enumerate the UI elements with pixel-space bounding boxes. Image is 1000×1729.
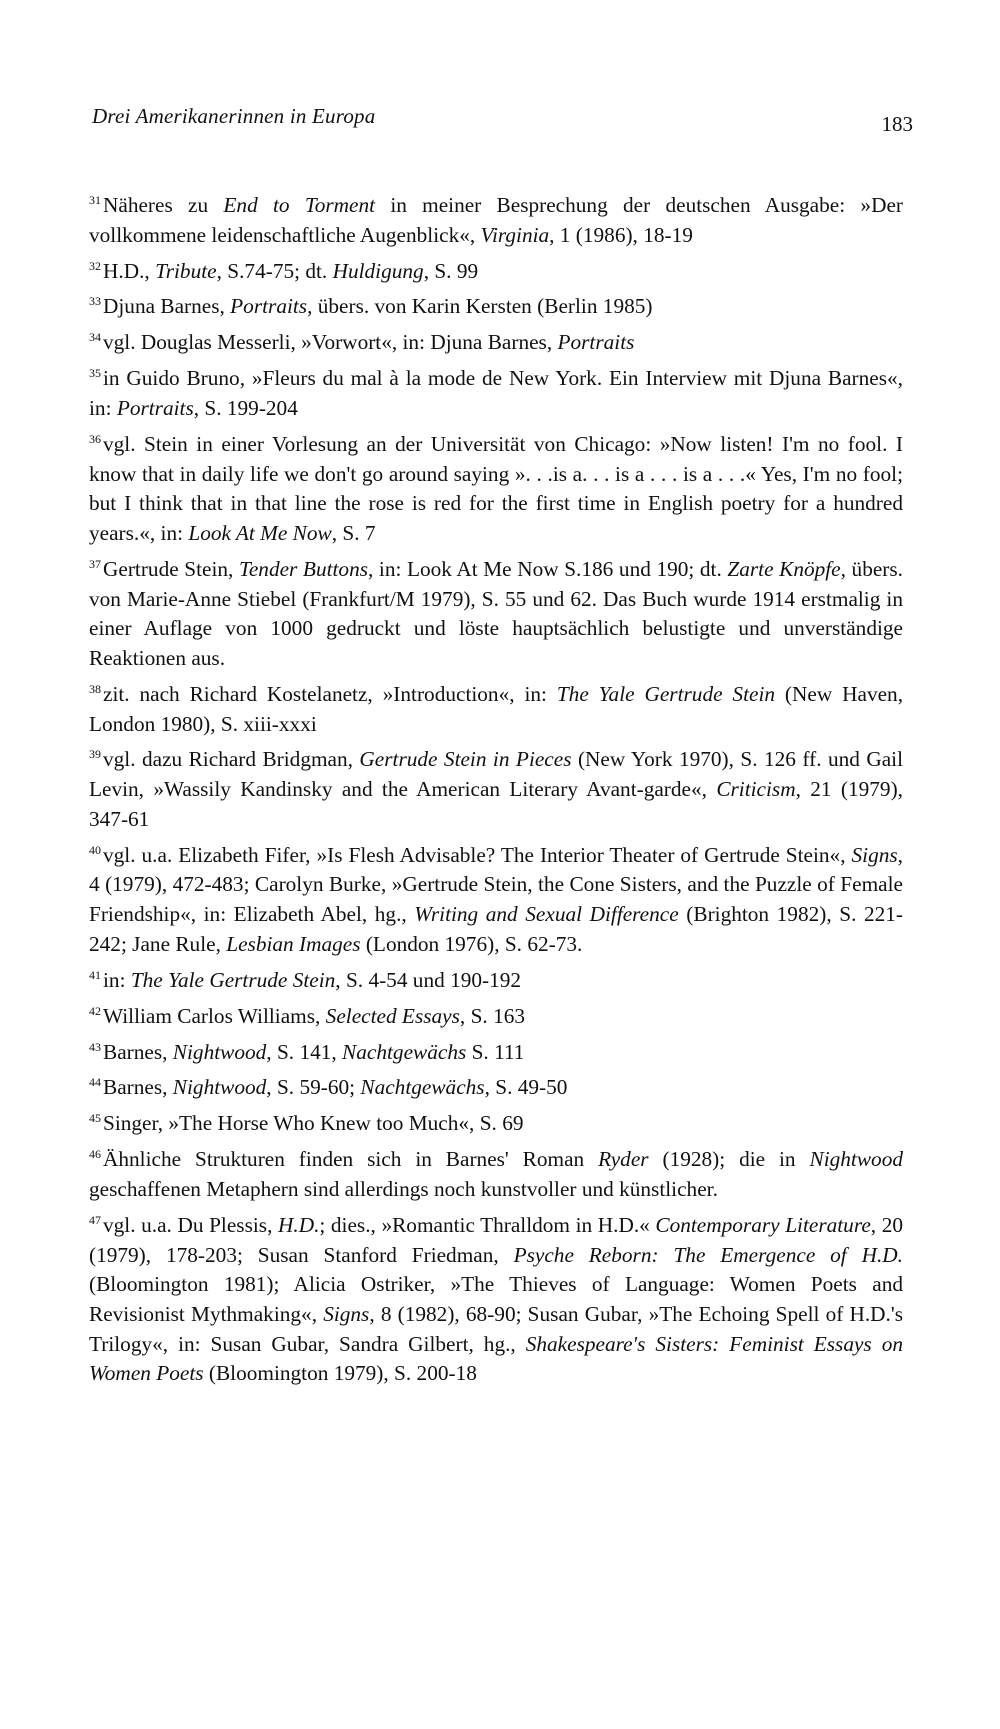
footnote-title: Portraits bbox=[557, 330, 635, 355]
footnote-text: ; dies., »Romantic Thralldom in H.D.« bbox=[319, 1212, 656, 1237]
footnote-title: Portraits bbox=[230, 294, 308, 319]
footnote-title: Look At Me Now bbox=[188, 520, 332, 545]
footnote-text: , S. 4-54 und 190-192 bbox=[335, 967, 522, 992]
footnote-title: Zarte Knöpfe bbox=[727, 556, 841, 581]
footnote-text: , S. 59-60; bbox=[266, 1075, 361, 1100]
footnote-text: Näheres zu bbox=[103, 193, 224, 217]
footnote-text: (Brighton 1982), S. 221-242; Jane Rule, bbox=[89, 902, 903, 956]
footnote bbox=[89, 550, 903, 674]
footnote-text: vgl. u.a. Du Plessis, bbox=[103, 1212, 278, 1237]
footnote-text: in: bbox=[103, 967, 131, 992]
footnote-title: End to Torment bbox=[223, 193, 376, 217]
footnote bbox=[89, 252, 903, 287]
footnote-title: H.D. bbox=[277, 1212, 320, 1237]
footnote-number: 46 bbox=[89, 1147, 101, 1162]
footnote-title: Nightwood bbox=[172, 1075, 267, 1100]
footnote-text: , 20 (1979), 178-203; Susan Stanford Friedman, bbox=[89, 1212, 904, 1267]
footnote-number: 35 bbox=[89, 366, 101, 381]
footnote-text: in Guido Bruno, »Fleurs du mal à la mode de New York. Ein Interview mit Djuna Barnes«, in: bbox=[89, 366, 903, 420]
footnote bbox=[89, 186, 903, 250]
footnote-text: in meiner Besprechung der deutschen Ausgabe: »Der vollkommene leidenschaftliche Augenblick«, bbox=[89, 193, 903, 247]
footnote bbox=[89, 323, 903, 358]
footnote-text: (Bloomington 1981); Alicia Ostriker, »The Thieves of Language: Women Poets and Revisionist Mythmaking«, bbox=[89, 1272, 903, 1326]
footnote-text: (Bloomington 1979), S. 200-18 bbox=[203, 1361, 477, 1386]
footnote-title: Contemporary Literature bbox=[655, 1212, 871, 1237]
footnote-title: Portraits bbox=[116, 395, 194, 420]
footnote-text: (1928); die in bbox=[648, 1147, 810, 1172]
footnote-text: (New York 1970), S. 126 ff. und Gail Levin, »Wassily Kandinsky and the American Literary Avant-garde«, bbox=[89, 747, 903, 802]
footnote-title: Gertrude Stein in Pieces bbox=[359, 747, 572, 772]
footnote-text: , übers. von Karin Kersten (Berlin 1985) bbox=[307, 294, 653, 319]
footnote-text: , S. 49-50 bbox=[484, 1075, 568, 1100]
footnote-number: 47 bbox=[89, 1212, 101, 1227]
footnote-title: Nachtgewächs bbox=[342, 1039, 467, 1064]
footnote-text: William Carlos Williams, bbox=[103, 1003, 326, 1028]
footnote-number: 33 bbox=[89, 294, 101, 309]
footnote-text: vgl. dazu Richard Bridgman, bbox=[103, 747, 360, 772]
footnote-text: (London 1976), S. 62-73. bbox=[360, 931, 583, 956]
page-number: 183 bbox=[881, 112, 913, 136]
footnote-number: 34 bbox=[89, 330, 101, 345]
footnote-title: Lesbian Images bbox=[226, 931, 361, 956]
footnote-text: , S. 163 bbox=[459, 1003, 526, 1028]
footnote-text: geschaffenen Metaphern sind allerdings noch kunstvoller und künstlicher. bbox=[89, 1176, 718, 1201]
footnote-title: Virginia bbox=[480, 222, 550, 247]
footnote-text: , S. 7 bbox=[331, 520, 376, 545]
footnote bbox=[89, 1068, 903, 1103]
footnote-text: , S. 199-204 bbox=[193, 395, 298, 420]
footnote-text: vgl. Stein in einer Vorlesung an der Universität von Chicago: »Now listen! I'm no fool. I know that in daily life we don't go around saying ». . .is a. . . is a . . . is a . . .« Yes, I'm no fool; but I think that in that line the rose is red for the first time in English poetry for a hundred years.«, in: bbox=[89, 431, 903, 545]
footnote-title: Tender Buttons bbox=[238, 556, 369, 581]
footnote-text: vgl. Douglas Messerli, »Vorwort«, in: Djuna Barnes, bbox=[103, 330, 558, 355]
footnote bbox=[89, 740, 903, 834]
footnote-title: Nachtgewächs bbox=[360, 1075, 485, 1100]
footnote-title: Nightwood bbox=[172, 1039, 267, 1064]
footnote bbox=[89, 1104, 903, 1139]
footnote-number: 42 bbox=[89, 1003, 101, 1018]
footnote-text: , S. 141, bbox=[266, 1039, 343, 1064]
footnote-number: 37 bbox=[89, 556, 101, 571]
footnote-text: zit. nach Richard Kostelanetz, »Introduction«, in: bbox=[103, 681, 557, 706]
footnote-text: Djuna Barnes, bbox=[103, 294, 231, 319]
footnote-text: Barnes, bbox=[103, 1039, 173, 1064]
footnote bbox=[89, 961, 903, 996]
footnote-number: 32 bbox=[89, 258, 101, 273]
footnotes-block bbox=[89, 186, 903, 1390]
footnote bbox=[89, 1206, 903, 1389]
footnote-number: 44 bbox=[89, 1075, 101, 1090]
footnote-text: , S.74-75; dt. bbox=[216, 258, 333, 283]
footnote bbox=[89, 836, 903, 960]
footnote-number: 31 bbox=[89, 193, 101, 207]
footnote-text: , S. 99 bbox=[423, 258, 479, 283]
footnote-text: , in: Look At Me Now S.186 und 190; dt. bbox=[368, 556, 728, 581]
footnote bbox=[89, 997, 903, 1032]
footnote-number: 41 bbox=[89, 967, 101, 982]
footnote-text: Singer, »The Horse Who Knew too Much«, S. 69 bbox=[103, 1111, 524, 1136]
footnote-title: The Yale Gertrude Stein bbox=[556, 681, 776, 706]
footnote-text: H.D., bbox=[103, 258, 156, 283]
footnote-number: 45 bbox=[89, 1111, 101, 1126]
footnote-text: Gertrude Stein, bbox=[103, 556, 239, 581]
footnote-text: , 4 (1979), 472-483; Carolyn Burke, »Gertrude Stein, the Cone Sisters, and the Puzzle of Female Friendship«, in: Elizabeth Abel, hg., bbox=[89, 842, 903, 927]
footnote-title: Psyche Reborn: The Emergence of H.D. bbox=[513, 1242, 904, 1267]
footnote bbox=[89, 675, 903, 739]
footnote bbox=[89, 425, 903, 549]
footnote-text: , übers. von Marie-Anne Stiebel (Frankfurt/M 1979), S. 55 und 62. Das Buch wurde 1914 erstmalig in einer Auflage von 1000 gedruckt und löste hauptsächlich belustigte und unverständige Reaktionen aus. bbox=[89, 556, 904, 670]
footnote-text: Barnes, bbox=[103, 1075, 173, 1100]
footnote-title: Huldigung bbox=[332, 258, 424, 283]
footnote-title: Criticism bbox=[716, 777, 796, 802]
footnote-title: Signs bbox=[323, 1301, 370, 1326]
footnote-title: Tribute bbox=[155, 258, 217, 283]
footnote-text: vgl. u.a. Elizabeth Fifer, »Is Flesh Advisable? The Interior Theater of Gertrude Stein«, bbox=[103, 842, 852, 867]
footnote-text: Ähnliche Strukturen finden sich in Barnes' Roman bbox=[103, 1147, 599, 1172]
footnote-text: , 8 (1982), 68-90; Susan Gubar, »The Echoing Spell of H.D.'s Trilogy«, in: Susan Gubar, Sandra Gilbert, hg., bbox=[89, 1301, 904, 1356]
footnote bbox=[89, 1033, 903, 1068]
footnote-number: 40 bbox=[89, 842, 101, 857]
footnote-text: (New Haven, London 1980), S. xiii-xxxi bbox=[89, 681, 904, 736]
footnote bbox=[89, 1140, 903, 1204]
footnote-number: 38 bbox=[89, 681, 101, 696]
footnote-text: , 21 (1979), 347-61 bbox=[89, 777, 903, 831]
footnote-number: 43 bbox=[89, 1039, 101, 1054]
footnote-title: Signs bbox=[851, 842, 898, 867]
footnote-text: S. 111 bbox=[466, 1039, 525, 1064]
footnote-number: 36 bbox=[89, 431, 101, 446]
footnote-title: Selected Essays bbox=[325, 1003, 460, 1028]
footnote-title: Shakespeare's Sisters: Feminist Essays on Women Poets bbox=[89, 1331, 903, 1386]
footnote-title: Writing and Sexual Difference bbox=[414, 902, 679, 927]
footnote-title: Nightwood bbox=[809, 1147, 903, 1172]
footnote bbox=[89, 359, 903, 423]
footnote-title: The Yale Gertrude Stein bbox=[130, 967, 336, 992]
footnote-number: 39 bbox=[89, 747, 101, 762]
running-title: Drei Amerikanerinnen in Europa bbox=[92, 104, 376, 128]
footnote-text: , 1 (1986), 18-19 bbox=[549, 222, 693, 247]
footnote-title: Ryder bbox=[598, 1147, 649, 1172]
footnote bbox=[89, 287, 903, 322]
